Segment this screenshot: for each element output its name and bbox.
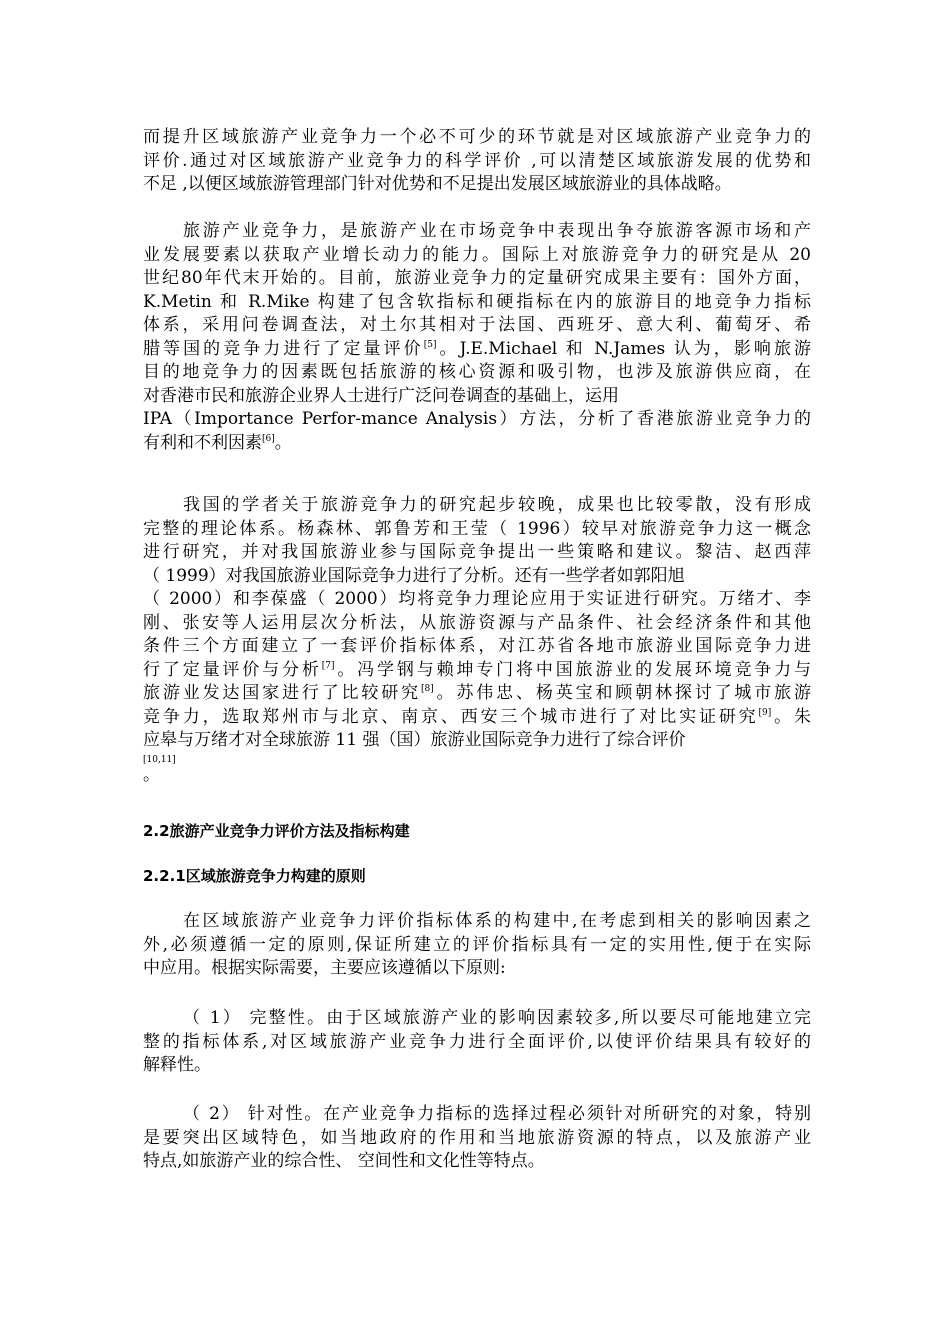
- text-line: [143, 338, 811, 362]
- text-segment: 行了定量评价与分析: [143, 659, 322, 680]
- text-line: 旅游产业竞争力，是旅游产业在市场竞争中表现出争夺旅游客源市场和产: [183, 221, 811, 241]
- text-line: [143, 432, 811, 456]
- text-segment: 竞争力，选取郑州市与北京、南京、西安三个城市进行了对比实证研究: [143, 706, 759, 727]
- text-line: 是要突出区域特色，如当地政府的作用和当地旅游资源的特点，以及旅游产业: [143, 1127, 811, 1148]
- text-segment: 腊等国的竞争力进行了定量评价: [143, 338, 424, 359]
- text-line: 进行研究，并对我国旅游业参与国际竞争提出一些策略和建议。黎洁、赵西萍: [143, 542, 811, 562]
- paragraph-principles-intro: [143, 910, 811, 981]
- paragraph-principle-completeness: [143, 1007, 811, 1078]
- text-line: 外,必须遵循一定的原则,保证所建立的评价指标具有一定的实用性,便于在实际: [143, 934, 811, 955]
- text-line: （ 2000）和李葆盛（ 2000）均将竞争力理论应用于实证进行研究。万绪才、李: [143, 589, 811, 609]
- text-line: （ 2） 针对性。在产业竞争力指标的选择过程必须针对所研究的对象，特别: [183, 1104, 811, 1124]
- section-heading: 2.2旅游产业竞争力评价方法及指标构建: [143, 822, 410, 840]
- text-line: 条件三个方面建立了一套评价指标体系，对江苏省各地市旅游业国际竞争力进: [143, 636, 811, 656]
- text-line: 。: [143, 764, 160, 785]
- text-segment: 。冯学钢与赖坤专门将中国旅游业的发展环境竞争力与: [334, 659, 812, 680]
- text-line: （ 1） 完整性。由于区域旅游产业的影响因素较多,所以要尽可能地建立完: [183, 1008, 811, 1028]
- text-line: K.Metin 和 R.Mike 构建了包含软指标和硬指标在内的旅游目的地竞争力指标: [143, 291, 811, 312]
- citation-ref: [8]: [420, 684, 434, 694]
- text-line: 特点,如旅游产业的综合性、 空间性和文化性等特点。: [143, 1151, 545, 1171]
- paragraph-intro: [143, 126, 811, 197]
- citation-ref: [6]: [262, 433, 275, 444]
- text-line: 应皋与万绪才对全球旅游 11 强（国）旅游业国际竞争力进行了综合评价: [143, 730, 686, 750]
- text-line: 评价.通过对区域旅游产业竞争力的科学评价 ,可以清楚区域旅游发展的优势和: [143, 150, 811, 171]
- paragraph-domestic-research: [143, 494, 811, 783]
- subsection-heading: 2.2.1区域旅游竞争力构建的原则: [143, 867, 366, 885]
- text-segment: 有利和不利因素: [143, 432, 262, 453]
- text-line: 解释性。: [143, 1055, 211, 1075]
- paragraph-principle-pertinence: [143, 1103, 811, 1174]
- text-line: 世纪80年代末开始的。目前，旅游业竞争力的定量研究成果主要有：国外方面，: [143, 268, 811, 288]
- text-line: 中应用。根据实际需要，主要应该遵循以下原则:: [143, 958, 506, 978]
- text-line: 目的地竞争力的因素既包括旅游的核心资源和吸引物，也涉及旅游供应商，在: [143, 362, 811, 382]
- citation-ref: [10,11]: [143, 754, 176, 765]
- text-line: 而提升区域旅游产业竞争力一个必不可少的环节就是对区域旅游产业竞争力的: [143, 127, 811, 147]
- text-line: 在区域旅游产业竞争力评价指标体系的构建中,在考虑到相关的影响因素之: [183, 911, 811, 931]
- text-line: （ 1999）对我国旅游业国际竞争力进行了分析。还有一些学者如郭阳旭: [143, 565, 685, 586]
- text-segment: 。: [274, 432, 292, 453]
- text-line: 体系，采用问卷调查法，对土尔其相对于法国、西班牙、意大利、葡萄牙、希: [143, 315, 811, 335]
- citation-ref: [9]: [758, 707, 772, 718]
- text-line: 整的指标体系,对区域旅游产业竞争力进行全面评价,以使评价结果具有较好的: [143, 1031, 811, 1052]
- text-segment: 。苏伟忠、杨英宝和顾朝林探讨了城市旅游: [433, 683, 811, 703]
- text-line: 对香港市民和旅游企业界人士进行广泛问卷调查的基础上，运用: [143, 385, 619, 406]
- paragraph-international-research: [143, 220, 811, 455]
- text-segment: 。朱: [771, 706, 812, 727]
- text-line: 刚、张安等人运用层次分析法，从旅游资源与产品条件、社会经济条件和其他: [143, 612, 811, 633]
- text-line: [143, 659, 811, 683]
- text-line: 业发展要素以获取产业增长动力的能力。国际上对旅游竞争力的研究是从 20: [143, 244, 811, 265]
- text-line: IPA（Importance Perfor-mance Analysis）方法，分析了香港旅游业竞争力的: [143, 409, 811, 429]
- text-line: 完整的理论体系。杨森林、郭鲁芳和王莹（ 1996）较早对旅游竞争力这一概念: [143, 518, 811, 539]
- text-segment: 。J.E.Michael 和 N.James 认为，影响旅游: [436, 338, 811, 359]
- text-line: [143, 706, 811, 730]
- citation-ref: [5]: [423, 339, 437, 350]
- text-line: [143, 682, 811, 706]
- text-line: 我国的学者关于旅游竞争力的研究起步较晚，成果也比较零散，没有形成: [183, 495, 811, 515]
- text-line: 不足 ,以便区域旅游管理部门针对优势和不足提出发展区域旅游业的具体战略。: [143, 174, 732, 194]
- text-segment: 旅游业发达国家进行了比较研究: [143, 683, 421, 703]
- citation-ref: [7]: [321, 660, 335, 671]
